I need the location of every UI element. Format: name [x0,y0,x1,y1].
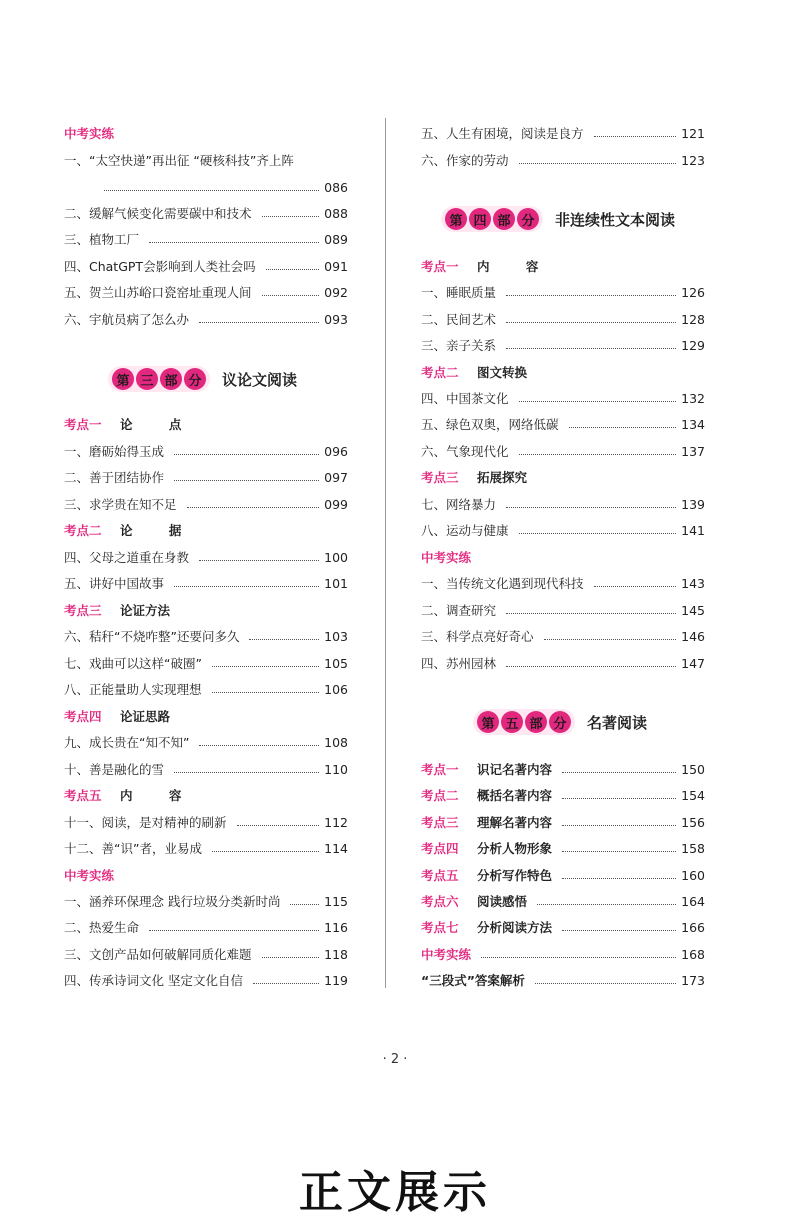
entry-page: 134 [681,417,705,432]
page-number: · 2 · [382,1052,408,1067]
entry-page: 115 [324,894,348,909]
part-badge: 四 [469,208,491,230]
toc-entry[interactable] [64,839,348,859]
leader-dots [506,295,676,296]
leader-dots [149,930,319,931]
entry-title: 十一、阅读，是对精神的刷新 [64,815,227,830]
part-title: 议论文阅读 [222,370,298,389]
leader-dots [562,878,676,879]
leader-dots [562,798,676,799]
leader-dots [594,586,677,587]
part-title: 名著阅读 [587,713,648,732]
entry-title: 理解名著内容 [477,815,553,830]
entry-page: 141 [681,523,705,538]
leader-dots [212,692,320,693]
entry-title: 二、善于团结协作 [64,470,165,485]
entry-title: 九、成长贵在“知不知” [64,735,190,750]
exam-point-label: 考点二 [421,365,459,380]
toc-entry[interactable] [421,151,705,171]
toc-entry[interactable] [421,601,705,621]
exam-point-label: 考点四 [421,841,459,856]
entry-page: 092 [324,285,348,300]
toc-entry[interactable] [64,442,348,462]
exam-point-label: 考点二 [64,523,102,538]
entry-title: 一、当传统文化遇到现代科技 [421,576,584,591]
entry-page: 150 [681,762,705,777]
leader-dots [519,533,677,534]
entry-title: 识记名著内容 [477,762,553,777]
entry-page: 086 [324,180,348,195]
toc-entry-page[interactable] [64,178,348,198]
toc-entry[interactable] [421,918,705,938]
entry-title: 十、善是融化的雪 [64,762,165,777]
toc-entry[interactable] [421,310,705,330]
leader-dots [174,772,319,773]
leader-dots [535,983,676,984]
toc-entry[interactable] [64,627,348,647]
leader-dots [262,216,320,217]
entry-title: 五、讲好中国故事 [64,576,165,591]
toc-entry[interactable] [64,892,348,912]
toc-entry[interactable] [421,124,705,144]
part-three-header [108,364,297,394]
entry-title: 四、传承诗词文化 坚定文化自信 [64,973,243,988]
leader-dots [562,772,676,773]
entry-page: 137 [681,444,705,459]
toc-entry[interactable] [64,918,348,938]
toc-entry[interactable] [64,548,348,568]
exam-point-name: 拓展探究 [477,470,528,485]
toc-entry[interactable] [64,230,348,250]
part-badges [473,709,575,735]
entry-title: 七、戏曲可以这样“破圈” [64,656,202,671]
leader-dots [544,639,677,640]
entry-title: 二、缓解气候变化需要碳中和技术 [64,206,252,221]
exam-point-heading [64,601,348,621]
entry-title: 五、贺兰山苏峪口瓷窑址重现人间 [64,285,252,300]
toc-entry[interactable] [64,733,348,753]
toc-entry[interactable] [421,521,705,541]
exam-point-label: 考点二 [421,788,459,803]
exam-point-heading [421,363,705,383]
leader-dots [174,480,319,481]
entry-title: “三段式”答案解析 [421,973,525,988]
entry-title: 六、秸秆“不烧咋整”还要问多久 [64,629,240,644]
entry-page: 089 [324,232,348,247]
entry-title: 二、民间艺术 [421,312,497,327]
entry-title: 五、绿色双奥，网络低碳 [421,417,559,432]
part-badge: 分 [549,711,571,733]
leader-dots [249,639,319,640]
practice-heading: 中考实练 [64,868,115,883]
toc-entry[interactable] [421,336,705,356]
toc-entry[interactable] [421,654,705,674]
part-badge: 分 [184,368,206,390]
leader-dots [262,957,320,958]
toc-entry[interactable] [64,257,348,277]
entry-title: 四、ChatGPT会影响到人类社会吗 [64,259,256,274]
toc-entry[interactable] [421,389,705,409]
toc-entry[interactable] [421,627,705,647]
entry-title: 六、宇航员病了怎么办 [64,312,190,327]
leader-dots [199,745,319,746]
exam-point-label: 考点三 [421,470,459,485]
exam-point-heading [421,257,705,277]
part-badges [441,206,543,232]
toc-entry[interactable] [421,786,705,806]
entry-page: 123 [681,153,705,168]
entry-title: 二、热爱生命 [64,920,140,935]
entry-page: 132 [681,391,705,406]
entry-title: 四、父母之道重在身教 [64,550,190,565]
leader-dots [519,454,677,455]
entry-page: 143 [681,576,705,591]
entry-page: 099 [324,497,348,512]
exam-point-name: 论证思路 [120,709,171,724]
entry-title: 分析写作特色 [477,868,553,883]
entry-page: 158 [681,841,705,856]
entry-title: 五、人生有困境，阅读是良方 [421,126,584,141]
toc-entry[interactable] [421,574,705,594]
leader-dots [253,983,319,984]
entry-title: 八、运动与健康 [421,523,509,538]
practice-heading: 中考实练 [64,126,115,141]
entry-page: 173 [681,973,705,988]
entry-page: 097 [324,470,348,485]
entry-title: 概括名著内容 [477,788,553,803]
toc-entry[interactable] [421,283,705,303]
leader-dots [266,269,320,270]
entry-title: 三、求学贵在知不足 [64,497,177,512]
practice-heading: 中考实练 [421,550,472,565]
entry-page: 168 [681,947,705,962]
leader-dots [562,851,676,852]
entry-page: 103 [324,629,348,644]
leader-dots [537,904,676,905]
leader-dots [199,322,319,323]
toc-entry[interactable] [64,813,348,833]
entry-page: 088 [324,206,348,221]
exam-point-name: 论 据 [120,523,198,538]
toc-entry[interactable] [64,495,348,515]
part-badge: 第 [445,208,467,230]
entry-title: 一、涵养环保理念 践行垃圾分类新时尚 [64,894,281,909]
entry-page: 154 [681,788,705,803]
toc-entry[interactable] [64,574,348,594]
entry-page: 119 [324,973,348,988]
toc-entry[interactable] [64,468,348,488]
entry-page: 160 [681,868,705,883]
entry-page: 147 [681,656,705,671]
leader-dots [506,507,676,508]
toc-entry[interactable] [421,495,705,515]
entry-title: 八、正能量助人实现理想 [64,682,202,697]
toc-entry[interactable] [421,839,705,859]
exam-point-label: 考点一 [421,259,459,274]
entry-page: 112 [324,815,348,830]
exam-point-label: 考点四 [64,709,102,724]
entry-page: 101 [324,576,348,591]
part-four-header [441,204,675,234]
leader-dots [506,613,676,614]
part-badge: 部 [160,368,182,390]
entry-title: 三、亲子关系 [421,338,497,353]
exam-point-label: 考点一 [64,417,102,432]
toc-entry[interactable] [64,654,348,674]
toc-entry[interactable] [64,971,348,991]
toc-entry[interactable] [64,310,348,330]
leader-dots [149,242,319,243]
toc-entry[interactable] [421,892,705,912]
entry-page: 129 [681,338,705,353]
exam-point-heading [64,786,348,806]
exam-point-label: 考点一 [421,762,459,777]
leader-dots [506,666,676,667]
leader-dots [562,825,676,826]
entry-page: 108 [324,735,348,750]
exam-point-name: 论证方法 [120,603,171,618]
entry-title: 中考实练 [421,947,472,962]
exam-point-name: 论 点 [120,417,198,432]
exam-point-label: 考点六 [421,894,459,909]
leader-dots [506,348,676,349]
exam-point-heading [64,415,348,435]
leader-dots [506,322,676,323]
toc-entry[interactable] [64,945,348,965]
toc-entry[interactable] [421,813,705,833]
entry-title: 十二、善“识”者，业易成 [64,841,202,856]
entry-page: 093 [324,312,348,327]
leader-dots [290,904,319,905]
entry-page: 156 [681,815,705,830]
toc-entry[interactable] [421,442,705,462]
leader-dots [174,586,319,587]
leader-dots [212,666,319,667]
toc-entry[interactable] [64,283,348,303]
entry-page: 114 [324,841,348,856]
entry-page: 121 [681,126,705,141]
entry-title: 三、文创产品如何破解同质化难题 [64,947,252,962]
leader-dots [569,427,677,428]
entry-title: 一、磨砺始得玉成 [64,444,165,459]
toc-entry[interactable] [64,151,348,171]
leader-dots [594,136,677,137]
leader-dots [481,957,676,958]
leader-dots [187,507,320,508]
exam-point-heading [64,521,348,541]
part-badges [108,366,210,392]
exam-point-name: 内 容 [477,259,555,274]
exam-point-heading [421,468,705,488]
leader-dots [174,454,319,455]
part-badge: 第 [112,368,134,390]
entry-title: 阅读感悟 [477,894,528,909]
leader-dots [262,295,320,296]
entry-page: 164 [681,894,705,909]
banner-text: 正文展示 [299,1167,491,1218]
leader-dots [519,163,677,164]
entry-page: 126 [681,285,705,300]
entry-title: 七、网络暴力 [421,497,497,512]
exam-point-label: 考点五 [421,868,459,883]
part-five-header [473,707,647,737]
entry-title: 一、“太空快递”再出征 “硬核科技”齐上阵 [64,153,294,168]
leader-dots [237,825,320,826]
leader-dots [199,560,319,561]
leader-dots [104,190,319,191]
toc-entry[interactable] [64,204,348,224]
entry-page: 128 [681,312,705,327]
exam-point-name: 内 容 [120,788,198,803]
toc-entry[interactable] [64,760,348,780]
exam-point-name: 图文转换 [477,365,528,380]
part-title: 非连续性文本阅读 [555,210,676,229]
leader-dots [562,930,676,931]
exam-point-heading [64,707,348,727]
toc-entry[interactable] [421,415,705,435]
entry-page: 091 [324,259,348,274]
toc-entry[interactable] [421,866,705,886]
toc-entry[interactable] [64,680,348,700]
column-divider [385,118,386,988]
entry-title: 三、科学点亮好奇心 [421,629,534,644]
leader-dots [212,851,319,852]
entry-title: 四、中国茶文化 [421,391,509,406]
entry-page: 110 [324,762,348,777]
exam-point-label: 考点三 [421,815,459,830]
entry-page: 096 [324,444,348,459]
entry-title: 六、作家的劳动 [421,153,509,168]
part-badge: 部 [493,208,515,230]
toc-entry-practice[interactable] [421,945,705,965]
part-badge: 部 [525,711,547,733]
exam-point-label: 考点七 [421,920,459,935]
entry-page: 118 [324,947,348,962]
entry-page: 106 [324,682,348,697]
entry-title: 三、植物工厂 [64,232,140,247]
entry-title: 四、苏州园林 [421,656,497,671]
part-badge: 五 [501,711,523,733]
part-badge: 三 [136,368,158,390]
entry-title: 一、睡眠质量 [421,285,497,300]
toc-entry[interactable] [421,760,705,780]
entry-page: 116 [324,920,348,935]
entry-title: 二、调查研究 [421,603,497,618]
entry-page: 146 [681,629,705,644]
exam-point-label: 考点三 [64,603,102,618]
toc-entry-answers[interactable] [421,971,705,991]
part-badge: 第 [477,711,499,733]
entry-page: 166 [681,920,705,935]
part-badge: 分 [517,208,539,230]
entry-page: 139 [681,497,705,512]
leader-dots [519,401,677,402]
entry-page: 100 [324,550,348,565]
entry-title: 分析人物形象 [477,841,553,856]
entry-page: 105 [324,656,348,671]
entry-title: 分析阅读方法 [477,920,553,935]
entry-page: 145 [681,603,705,618]
exam-point-label: 考点五 [64,788,102,803]
entry-title: 六、气象现代化 [421,444,509,459]
